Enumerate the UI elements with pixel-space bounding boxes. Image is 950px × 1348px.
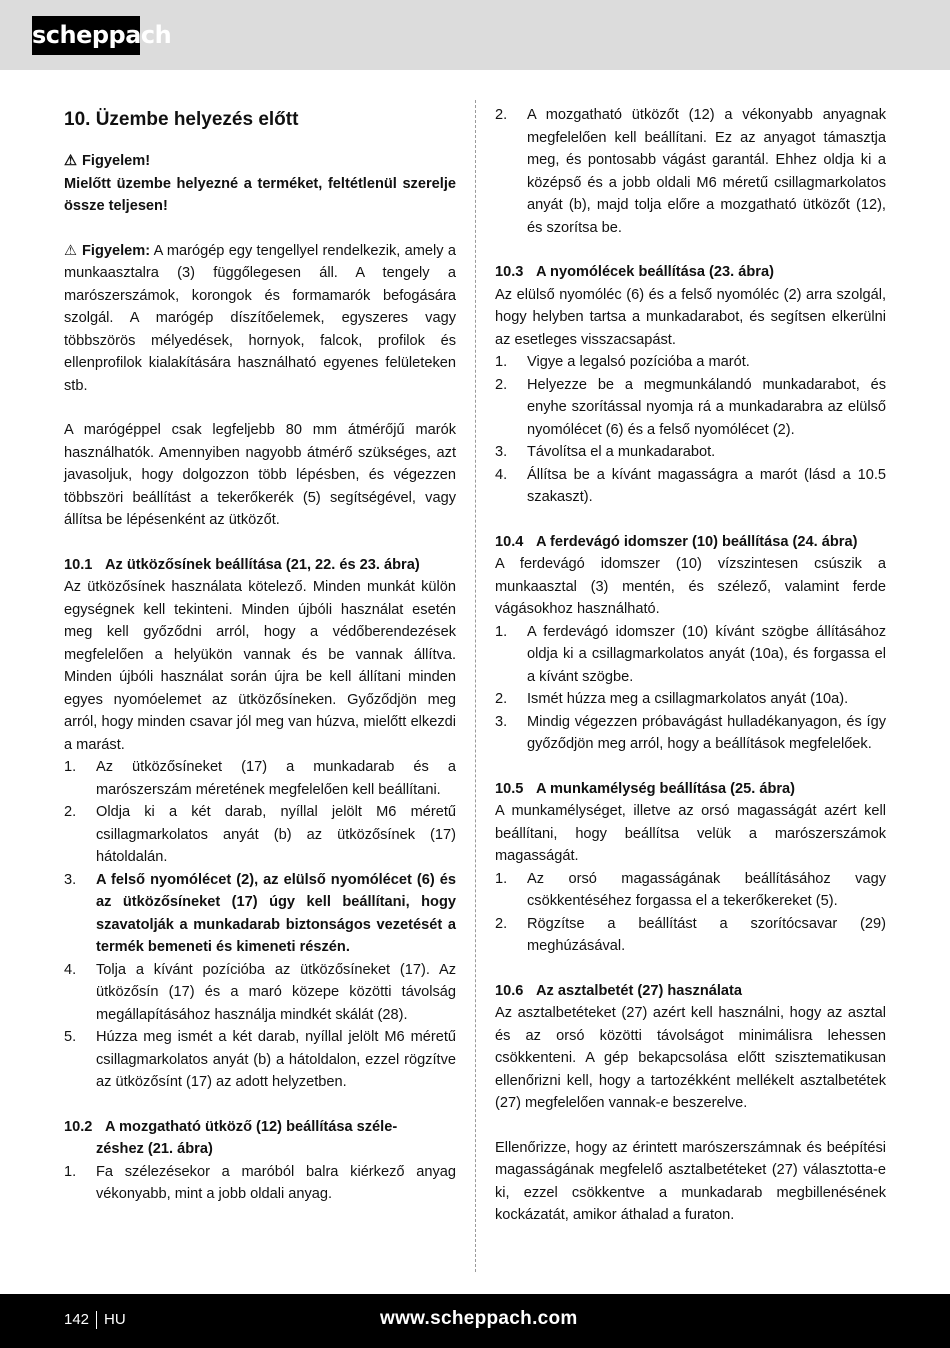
warning-icon: ⚠ [64,242,78,259]
heading-10-2: 10.2 A mozgatható ütköző (12) beállítása széle- [64,1118,398,1135]
heading-10-2-cont: zéshez (21. ábra) [96,1141,213,1157]
section-10-2-steps [64,1161,456,1206]
language-code: HU [104,1311,126,1328]
section-10-5-steps [495,868,886,958]
list-item: 2. Ismét húzza meg a csillagmarkolatos anyát (10a). [495,691,849,707]
warning-2: ⚠ Figyelem: A marógép egy tengellyel rendelkezik, amely a munkaasztalra (3) függőlegesen áll. A tengely a marószerszámok, korongok és formamarók befogására szolgál. A marógép díszítőelemek, egyszeres vagy többszörös mélyedések, hornyok, falcok, profilok és ellenprofilok kialakítására használható egyenes felületeken stb. [64,240,456,398]
list-item: 4. Tolja a kívánt pozícióba az ütközősíneket (17). Az ütközősín (17) és a maró közepe közötti távolság megállapításához használja mindkét skálát (28). [64,961,456,1023]
list-item: 1. Vigye a legalsó pozícióba a marót. [495,354,750,370]
heading-10-3: 10.3 A nyomólécek beállítása (23. ábra) [495,264,774,280]
section-10-6-body-2: Ellenőrizze, hogy az érintett marószerszámnak és beépítési magasságának megfelelő asztalbetéteket (27) választotta-e ki, ezzel csökkentve a munkadarab megbillenésének kockázatát, amikor áthalad a furaton. [495,1139,886,1223]
list-item: 5. Húzza meg ismét a két darab, nyíllal jelölt M6 méretű csillagmarkolatos anyát (b) a hátoldalon, ezzel rögzítve az ütközősínt (17) az adott helyzetben. [64,1029,456,1090]
heading-10-6: 10.6 Az asztalbetét (27) használata [495,982,743,999]
list-item: 1. A ferdevágó idomszer (10) kívánt szögbe állításához oldja ki a csillagmarkolatos anyát (10a), és forgassa el a kívánt szögbe. [495,623,886,685]
brand-logo: scheppach [32,16,140,55]
page-footer [0,1294,950,1348]
list-item: 2. Oldja ki a két darab, nyíllal jelölt M6 méretű csillagmarkolatos anyát (b) az ütközősínek (17) hátoldalán. [64,804,456,865]
heading-10-1: 10.1 Az ütközősínek beállítása (21, 22. és 23. ábra) [64,556,420,573]
list-item: 2. A mozgatható ütközőt (12) a vékonyabb anyagnak megfelelően kell beállítani. Ez az anyagot támasztja meg, és pontosabb vágást garantál. Ehhez oldja ki a középső és a jobb oldali M6 méretű csillagmarkolatos anyát (b), majd tolja előre a mozgatható ütközőt (12), és szorítsa be. [495,107,886,236]
section-10-3-steps [495,351,886,509]
heading-10-5: 10.5 A munkamélység beállítása (25. ábra) [495,780,796,797]
list-item: 3. Távolítsa el a munkadarabot. [495,444,716,460]
intro-paragraph: A marógéppel csak legfeljebb 80 mm átmérőjű marók használhatók. Amennyiben nagyobb átmérő szükséges, azt javasoljuk, hogy dolgozzon több lépésben, és végezzen többszöri beállítást a tekerőkerék (5) segítségével, vagy állítsa be lépésenként az ütközőt. [64,422,456,528]
page-number: 142 [64,1311,90,1328]
list-item: 3. A felső nyomólécet (2), az elülső nyomólécet (6) és az ütközősíneket (17) úgy kell beállítani, hogy szavatolják a munkadarab biztonságos vezetését a termék bemeneti és kimeneti részén. [64,871,456,955]
section-10-5-body: A munkamélységet, illetve az orsó magasságát azért kell beállítani, hogy beállítsa velük a marószerszámok magasságát. [495,803,886,864]
section-title: 10. Üzembe helyezés előtt [64,109,299,130]
list-item: 1. Az orsó magasságának beállításához vagy csökkentéséhez forgassa el a tekerőkereket (5). [495,870,886,909]
warning-1-body: Mielőtt üzembe helyezné a terméket, feltétlenül szerelje össze teljesen! [64,175,456,214]
website-link[interactable]: www.scheppach.com [380,1308,578,1329]
list-item: 1. Az ütközősíneket (17) a munkadarab és a marószerszám méretének megfelelően kell beállítani. [64,759,456,798]
section-10-1-body: Az ütközősínek használata kötelező. Minden munkát külön egységnek kell tekinteni. Minden újbóli használat esetén meg kell győződni arról, hogy a védőberendezések megfelelően a helyükön vannak és be vannak állítva. Minden újbóli használat során újra be kell állítani minden egyes nyomóelemet az ütközősíneken. Győződjön meg arról, hogy minden csavar jól meg van húzva, mielőtt elkezdi a marást. [64,579,456,753]
warning-icon: ⚠ [64,153,78,169]
list-item: 2. Rögzítse a beállítást a szorítócsavar (29) meghúzásával. [495,915,886,954]
list-item: 4. Állítsa be a kívánt magasságra a marót (lásd a 10.5 szakaszt). [495,466,886,505]
heading-10-4: 10.4 A ferdevágó idomszer (10) beállítása (24. ábra) [495,533,858,550]
left-column [64,104,456,1206]
list-item: 1. Fa szélezésekor a maróból balra kiérkező anyag vékonyabb, mint a jobb oldali anyag. [64,1163,456,1202]
section-10-6-body: Az asztalbetéteket (27) azért kell használni, hogy az asztal és az orsó közötti távolságot minimálisra lehessen csökkenteni. A gép bekapcsolása előtt szisztematikusan ellenőrizni kell, hogy a tartozékként mellékelt asztalbetétek (27) megfelelően vannak-e beszerelve. [495,1005,886,1111]
section-10-2-steps-cont [495,104,886,239]
list-item: 2. Helyezze be a megmunkálandó munkadarabot, és enyhe szorítással nyomja rá a munkadarabra az elülső nyomólécet (6) és a felső nyomólécet (2). [495,376,886,438]
page-header [0,0,950,70]
section-10-4-body: A ferdevágó idomszer (10) vízszintesen csúszik a munkaasztal (3) mentén, és szélező, valamint ferde vágásokhoz használható. [495,556,886,617]
column-divider [475,100,476,1272]
warning-1-title: ⚠ Figyelem! [64,150,456,173]
section-10-3-body: Az elülső nyomóléc (6) és a felső nyomóléc (2) arra szolgál, hogy helyben tartsa a munkadarabot, és segítsen elkerülni az esetleges visszacsapást. [495,286,886,348]
footer-separator [96,1311,97,1329]
list-item: 3. Mindig végezzen próbavágást hulladékanyagon, és így győződjön meg arról, hogy a beállítások megfelelőek. [495,713,886,752]
right-column [495,104,886,1227]
section-10-1-steps [64,756,456,1094]
section-10-4-steps [495,621,886,756]
